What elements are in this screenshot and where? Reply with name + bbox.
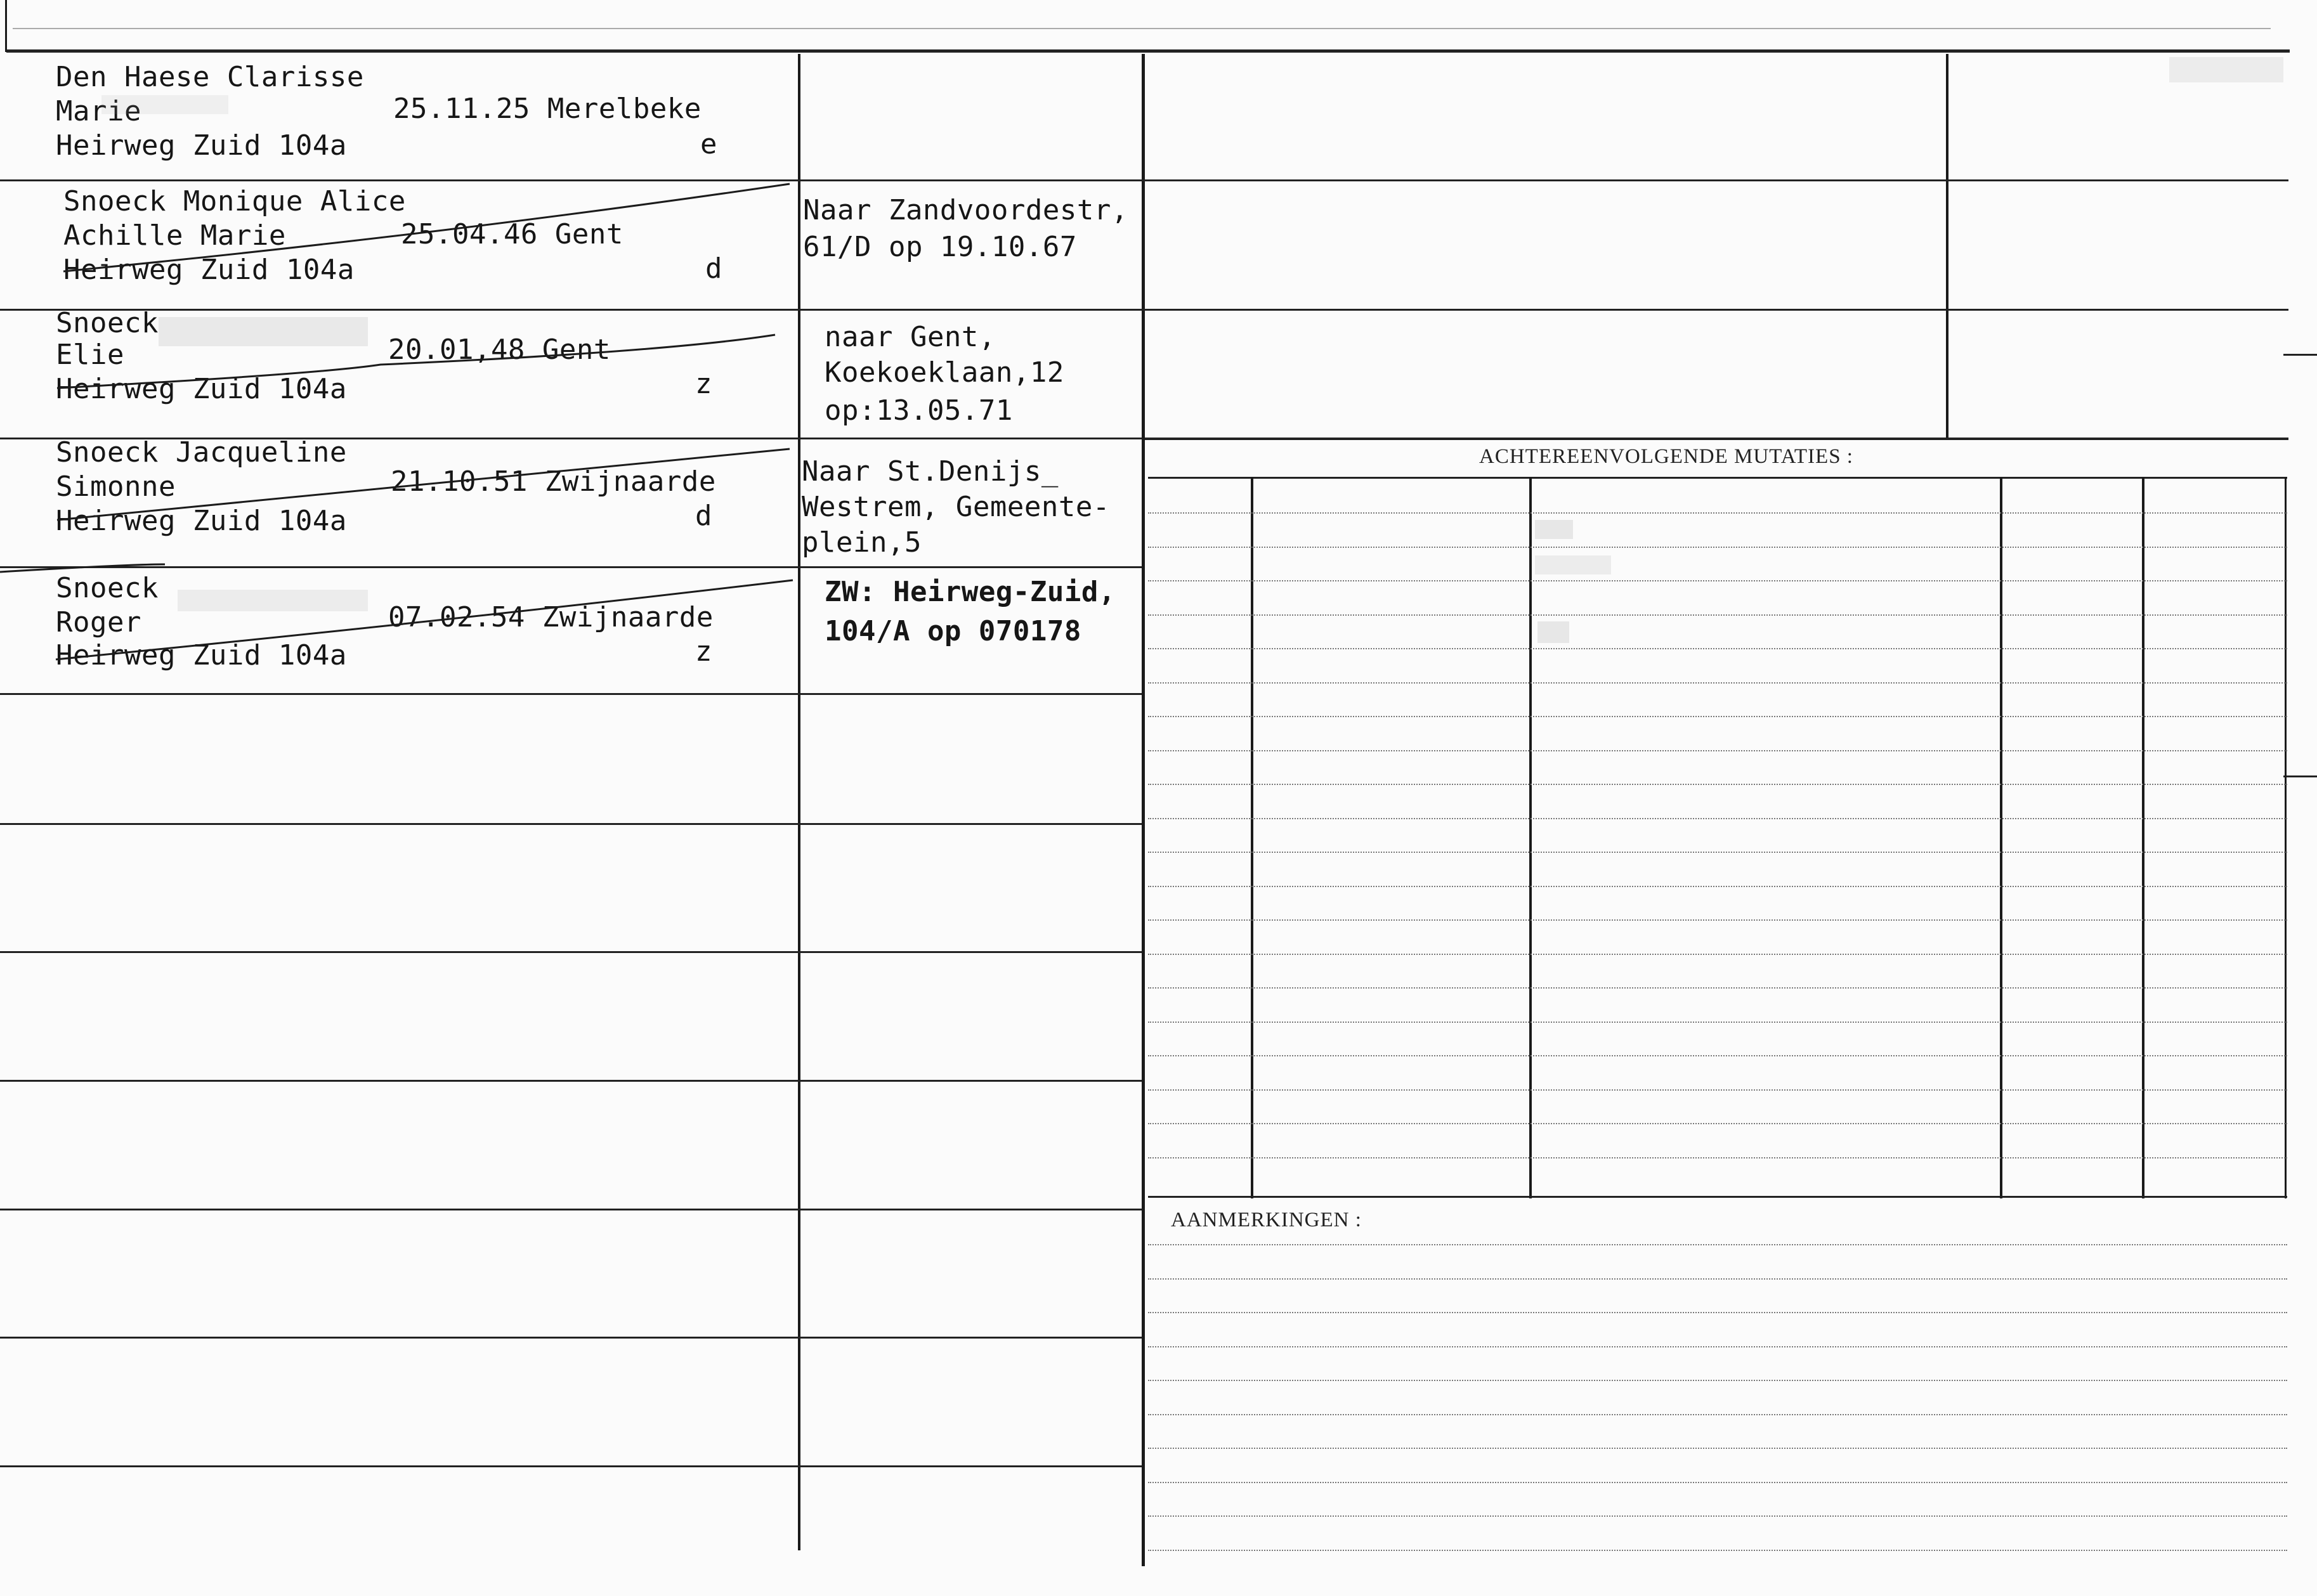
departure-line: 104/A op 070178 — [825, 615, 1081, 647]
person-code: d — [705, 252, 722, 285]
remark-row-rule — [1148, 1312, 2287, 1313]
scan-smudge — [1535, 520, 1573, 539]
person-address: Heirweg Zuid 104a — [56, 129, 347, 162]
mutations-bottom-rule — [1148, 1196, 2287, 1198]
remarks-heading: AANMERKINGEN : — [1171, 1209, 1362, 1231]
mutation-row-rule — [1148, 852, 2287, 853]
person-birth: 07.02.54 Zwijnaarde — [388, 601, 714, 633]
person-code: z — [695, 635, 712, 668]
mutation-row-rule — [1148, 1089, 2287, 1091]
mutation-row-rule — [1148, 919, 2287, 921]
remark-row-rule — [1148, 1550, 2287, 1551]
person-address: Heirweg Zuid 104a — [63, 254, 355, 286]
remark-row-rule — [1148, 1482, 2287, 1483]
person-name-continued: Simonne — [56, 470, 176, 503]
person-code: z — [695, 368, 712, 400]
mutation-row-rule — [1148, 1157, 2287, 1158]
remark-row-rule — [1148, 1278, 2287, 1280]
mutations-top-rule — [1148, 477, 2287, 479]
mutation-row-rule — [1148, 614, 2287, 616]
person-birth: 20.01,48 Gent — [388, 334, 611, 366]
mutation-row-rule — [1148, 818, 2287, 819]
strike-line — [63, 184, 790, 271]
remark-row-rule — [1148, 1414, 2287, 1415]
person-birth: 21.10.51 Zwijnaarde — [391, 465, 716, 498]
strike-line — [57, 449, 790, 520]
departure-line: Naar Zandvoordestr, — [803, 194, 1128, 226]
departure-line: naar Gent, — [825, 321, 996, 353]
departure-line: plein,5 — [802, 526, 922, 559]
mutation-row-rule — [1148, 784, 2287, 785]
mutation-row-rule — [1148, 886, 2287, 887]
person-name: Snoeck — [56, 572, 159, 604]
person-name-continued: Elie — [56, 339, 124, 371]
scan-smudge — [1535, 555, 1611, 574]
person-address: Heirweg Zuid 104a — [56, 373, 347, 405]
remark-row-rule — [1148, 1346, 2287, 1347]
mutation-row-rule — [1148, 547, 2287, 548]
mutation-row-rule — [1148, 954, 2287, 955]
scan-smudge — [159, 317, 368, 346]
person-code: e — [700, 128, 717, 160]
person-code: d — [695, 500, 712, 532]
remark-row-rule — [1148, 1448, 2287, 1449]
mutations-heading: ACHTEREENVOLGENDE MUTATIES : — [1479, 445, 1853, 468]
departure-line: Naar St.Denijs_ — [802, 455, 1059, 488]
mutation-row-rule — [1148, 750, 2287, 751]
person-birth: 25.04.46 Gent — [401, 218, 623, 250]
person-name-continued: Achille Marie — [63, 219, 286, 252]
person-name: Snoeck Jacqueline — [56, 436, 347, 469]
strike-line — [56, 580, 793, 659]
person-address: Heirweg Zuid 104a — [56, 639, 347, 671]
person-name: Den Haese Clarisse — [56, 61, 364, 93]
scan-smudge — [178, 590, 368, 611]
scan-smudge — [2169, 57, 2283, 82]
departure-line: op:13.05.71 — [825, 394, 1013, 427]
mutation-row-rule — [1148, 682, 2287, 684]
scan-smudge — [101, 95, 228, 114]
person-name: Snoeck — [56, 307, 159, 339]
mutation-row-rule — [1148, 1055, 2287, 1056]
mutation-row-rule — [1148, 716, 2287, 717]
person-name: Snoeck Monique Alice — [63, 185, 406, 217]
departure-line: ZW: Heirweg-Zuid, — [825, 576, 1116, 608]
departure-line: Westrem, Gemeente- — [802, 491, 1110, 523]
person-name-continued: Marie — [56, 95, 141, 127]
remark-row-rule — [1148, 1380, 2287, 1381]
departure-line: 61/D op 19.10.67 — [803, 231, 1077, 263]
remark-row-rule — [1148, 1515, 2287, 1517]
remark-row-rule — [1148, 1244, 2287, 1245]
strike-line — [0, 564, 165, 572]
mutation-row-rule — [1148, 987, 2287, 989]
mutation-row-rule — [1148, 648, 2287, 649]
scan-smudge — [1537, 621, 1569, 643]
departure-line: Koekoeklaan,12 — [825, 356, 1064, 389]
mutation-row-rule — [1148, 1022, 2287, 1023]
person-name-continued: Roger — [56, 606, 141, 639]
mutation-row-rule — [1148, 1123, 2287, 1124]
mutation-row-rule — [1148, 512, 2287, 514]
person-address: Heirweg Zuid 104a — [56, 505, 347, 537]
person-birth: 25.11.25 Merelbeke — [393, 93, 702, 125]
mutation-row-rule — [1148, 580, 2287, 581]
